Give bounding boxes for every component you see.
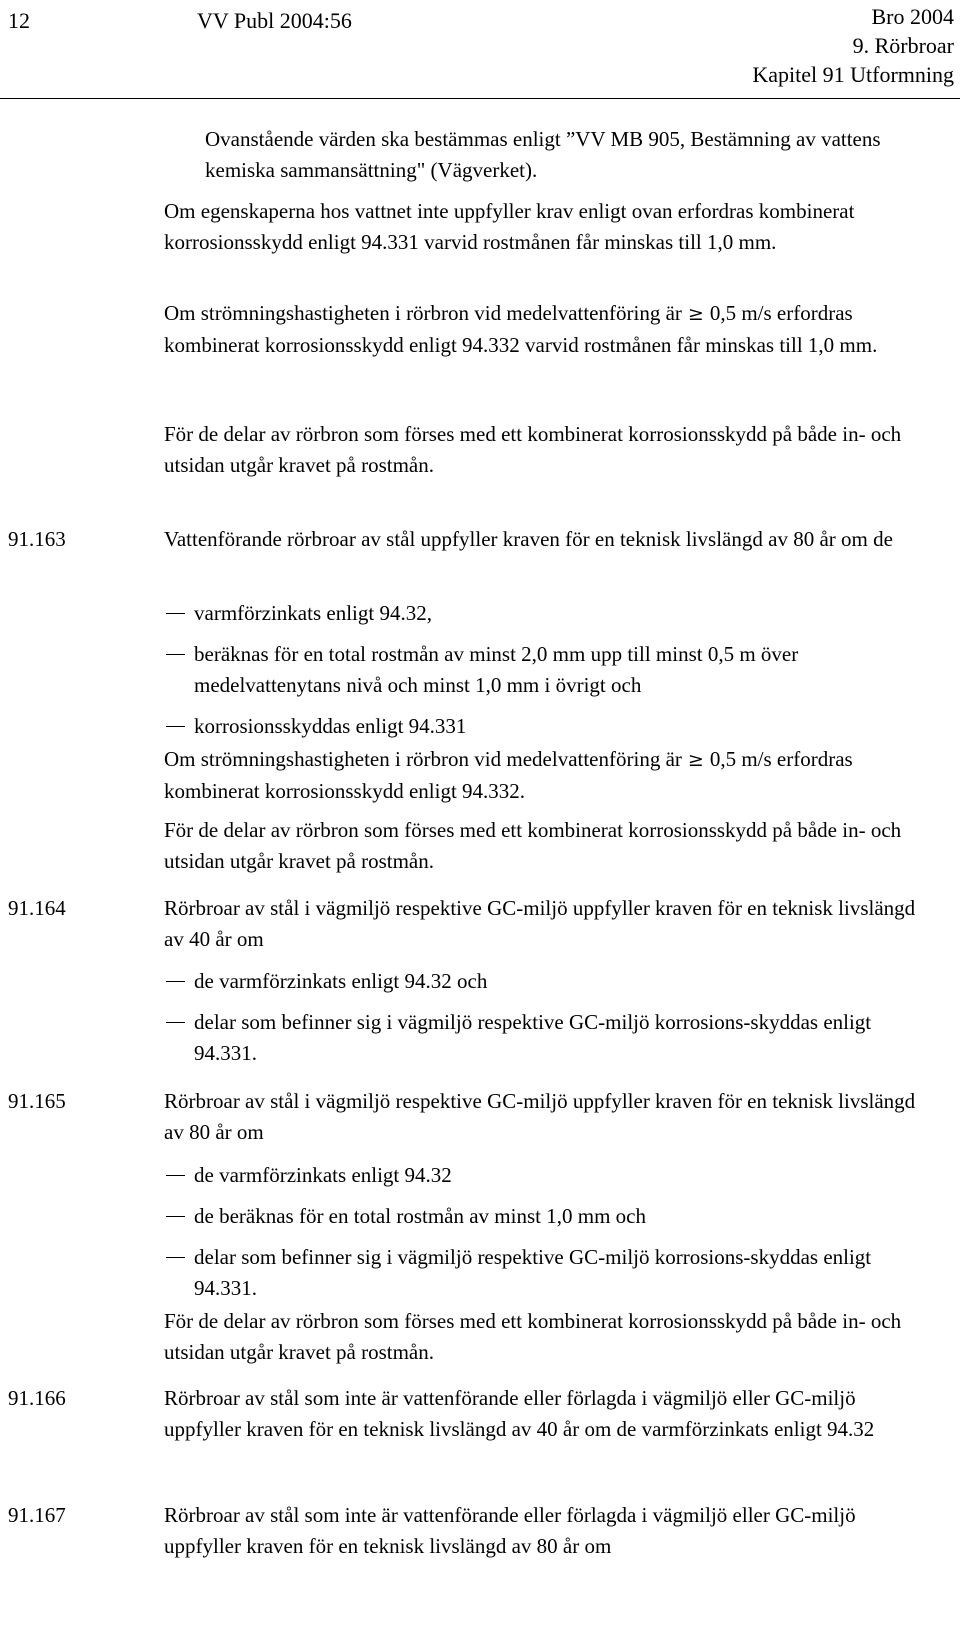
- dash-bullet-icon: [166, 1175, 185, 1176]
- dash-bullet-icon: [166, 613, 185, 614]
- dash-bullet-icon: [166, 1022, 185, 1023]
- dash-bullet-icon: [166, 726, 185, 727]
- section-number: 91.167: [8, 1503, 66, 1527]
- section-text: Rörbroar av stål i vägmiljö respektive GC-miljö uppfyller kraven för en teknisk livslängd av 80 år om: [164, 1089, 916, 1144]
- section-note: Om strömningshastigheten i rörbron vid medelvattenföring är ≥ 0,5 m/s erfordras kombinerat korrosionsskydd enligt 94.332.: [164, 747, 853, 803]
- header-chapter: Kapitel 91 Utformning: [752, 62, 954, 87]
- list-item: varmförzinkats enligt 94.32,: [164, 598, 904, 629]
- section-number: 91.163: [8, 527, 66, 551]
- section-text: Rörbroar av stål i vägmiljö respektive GC-miljö uppfyller kraven för en teknisk livslängd av 40 år om: [164, 896, 916, 951]
- header-document: Bro 2004: [871, 4, 954, 29]
- dash-bullet-icon: [166, 654, 185, 655]
- dash-bullet-icon: [166, 1257, 185, 1258]
- publication-id: VV Publ 2004:56: [197, 8, 352, 33]
- list-item: delar som befinner sig i vägmiljö respektive GC-miljö korrosions-skyddas enligt 94.331.: [164, 1242, 884, 1304]
- section-number: 91.165: [8, 1089, 66, 1113]
- header-chapter-info: [752, 0, 954, 89]
- page-header: [0, 0, 960, 100]
- dash-bullet-icon: [166, 1216, 185, 1217]
- list-item: beräknas för en total rostmån av minst 2,0 mm upp till minst 0,5 m över medelvattenytans nivå och minst 1,0 mm i övrigt och: [164, 639, 904, 701]
- list-item: de beräknas för en total rostmån av minst 1,0 mm och: [164, 1201, 884, 1232]
- greater-equal-symbol: ≥: [687, 303, 704, 325]
- intro-paragraph-2: Om egenskaperna hos vattnet inte uppfyller krav enligt ovan erfordras kombinerat korrosionsskydd enligt 94.331 varvid rostmånen får minskas till 1,0 mm.: [164, 199, 855, 254]
- intro-paragraph-3-end: 0,5 m/s erfordras kombinerat korrosionsskydd enligt 94.332 varvid rostmånen får minskas till 1,0 mm.: [164, 301, 878, 357]
- section-note: För de delar av rörbron som förses med ett kombinerat korrosionsskydd på både in- och utsidan utgår kravet på rostmån.: [164, 818, 902, 873]
- intro-paragraph-3: [164, 298, 924, 361]
- greater-equal-symbol: ≥: [687, 749, 704, 771]
- section-text: Rörbroar av stål som inte är vattenförande eller förlagda i vägmiljö eller GC-miljö uppfyller kraven för en teknisk livslängd av 80 år om: [164, 1503, 856, 1558]
- page-number: 12: [8, 8, 30, 33]
- dash-bullet-icon: [166, 981, 185, 982]
- section-text: Rörbroar av stål som inte är vattenförande eller förlagda i vägmiljö eller GC-miljö uppfyller kraven för en teknisk livslängd av 40 år om de varmförzinkats enligt 94.32: [164, 1386, 875, 1441]
- section-number: 91.166: [8, 1386, 66, 1410]
- list-item: korrosionsskyddas enligt 94.331: [164, 711, 904, 742]
- bullet-list: [164, 966, 884, 1069]
- list-item: de varmförzinkats enligt 94.32 och: [164, 966, 884, 997]
- bullet-list: [164, 598, 904, 742]
- intro-paragraph-3-start: Om strömningshastigheten i rörbron vid medelvattenföring är: [164, 301, 682, 325]
- section-note: För de delar av rörbron som förses med ett kombinerat korrosionsskydd på både in- och utsidan utgår kravet på rostmån.: [164, 1309, 902, 1364]
- section-text: Vattenförande rörbroar av stål uppfyller kraven för en teknisk livslängd av 80 år om de: [164, 527, 893, 551]
- intro-paragraph-1: Ovanstående värden ska bestämmas enligt ”VV MB 905, Bestämning av vattens kemiska sammansättning" (Vägverket).: [205, 127, 881, 182]
- intro-paragraph-4: För de delar av rörbron som förses med ett kombinerat korrosionsskydd på både in- och utsidan utgår kravet på rostmån.: [164, 422, 902, 477]
- bullet-list: [164, 1160, 884, 1304]
- list-item: delar som befinner sig i vägmiljö respektive GC-miljö korrosions-skyddas enligt 94.331.: [164, 1007, 884, 1069]
- header-part: 9. Rörbroar: [852, 33, 954, 58]
- header-divider: [0, 98, 960, 99]
- section-number: 91.164: [8, 896, 66, 920]
- list-item: de varmförzinkats enligt 94.32: [164, 1160, 884, 1191]
